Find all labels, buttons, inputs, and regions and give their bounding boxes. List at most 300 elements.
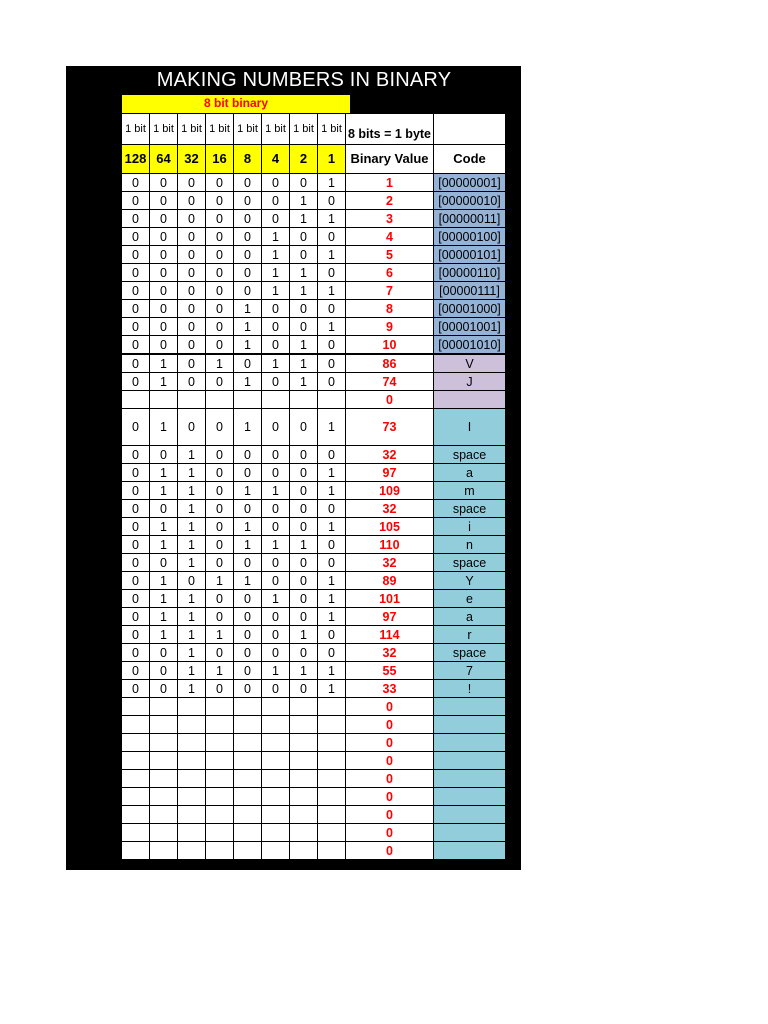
bit-cell[interactable]: 0: [206, 192, 234, 210]
bit-cell[interactable]: 0: [290, 500, 318, 518]
bit-cell[interactable]: [150, 806, 178, 824]
binary-value-cell[interactable]: 3: [346, 210, 434, 228]
bit-cell[interactable]: 0: [290, 680, 318, 698]
bit-cell[interactable]: 0: [150, 318, 178, 336]
bit-cell[interactable]: 0: [178, 192, 206, 210]
binary-value-cell[interactable]: 7: [346, 282, 434, 300]
bit-cell[interactable]: [234, 788, 262, 806]
bit-cell[interactable]: [290, 842, 318, 860]
bit-cell[interactable]: 0: [262, 464, 290, 482]
bit-cell[interactable]: 0: [262, 336, 290, 355]
bit-cell[interactable]: 0: [122, 644, 150, 662]
bit-cell[interactable]: 1: [318, 282, 346, 300]
bit-cell[interactable]: [262, 770, 290, 788]
bit-cell[interactable]: [178, 806, 206, 824]
binary-value-cell[interactable]: 1: [346, 174, 434, 192]
bit-cell[interactable]: [234, 806, 262, 824]
bit-cell[interactable]: 0: [262, 680, 290, 698]
bit-cell[interactable]: 0: [262, 626, 290, 644]
bit-cell[interactable]: [206, 734, 234, 752]
bit-cell[interactable]: [290, 770, 318, 788]
binary-value-cell[interactable]: 6: [346, 264, 434, 282]
binary-value-cell[interactable]: 89: [346, 572, 434, 590]
bit-cell[interactable]: 1: [290, 192, 318, 210]
bit-cell[interactable]: 0: [122, 228, 150, 246]
bit-label[interactable]: 1 bit: [206, 114, 234, 145]
bit-cell[interactable]: 0: [150, 246, 178, 264]
bit-cell[interactable]: 0: [122, 318, 150, 336]
bit-label[interactable]: 1 bit: [122, 114, 150, 145]
bit-cell[interactable]: 1: [318, 482, 346, 500]
bit-cell[interactable]: 1: [318, 590, 346, 608]
weight-8[interactable]: 8: [234, 145, 262, 174]
bit-cell[interactable]: 0: [262, 409, 290, 446]
bit-cell[interactable]: 0: [150, 644, 178, 662]
bit-cell[interactable]: [318, 716, 346, 734]
bit-cell[interactable]: 0: [122, 482, 150, 500]
binary-value-cell[interactable]: 2: [346, 192, 434, 210]
bit-cell[interactable]: 0: [318, 500, 346, 518]
bit-cell[interactable]: 0: [178, 354, 206, 373]
binary-value-cell[interactable]: 8: [346, 300, 434, 318]
bit-cell[interactable]: 1: [178, 446, 206, 464]
code-cell[interactable]: [434, 752, 506, 770]
bit-cell[interactable]: 1: [262, 228, 290, 246]
binary-value-cell[interactable]: 10: [346, 336, 434, 355]
bit-cell[interactable]: 1: [318, 246, 346, 264]
bit-cell[interactable]: [122, 734, 150, 752]
bit-cell[interactable]: 1: [178, 518, 206, 536]
bit-cell[interactable]: [122, 770, 150, 788]
bit-cell[interactable]: 1: [150, 536, 178, 554]
bit-cell[interactable]: 0: [122, 518, 150, 536]
bit-cell[interactable]: 0: [262, 608, 290, 626]
binary-value-cell[interactable]: 74: [346, 373, 434, 391]
bit-cell[interactable]: 0: [318, 228, 346, 246]
bit-cell[interactable]: 0: [150, 662, 178, 680]
code-cell[interactable]: space: [434, 644, 506, 662]
bit-label[interactable]: 1 bit: [234, 114, 262, 145]
bit-cell[interactable]: 0: [262, 572, 290, 590]
bit-cell[interactable]: 0: [206, 554, 234, 572]
bit-cell[interactable]: 0: [290, 644, 318, 662]
bit-cell[interactable]: [150, 824, 178, 842]
code-cell[interactable]: [00000010]: [434, 192, 506, 210]
bit-cell[interactable]: 1: [262, 536, 290, 554]
code-cell[interactable]: [00000011]: [434, 210, 506, 228]
bit-cell[interactable]: 0: [290, 464, 318, 482]
bit-cell[interactable]: [318, 698, 346, 716]
bit-cell[interactable]: 0: [290, 174, 318, 192]
bit-cell[interactable]: 0: [206, 300, 234, 318]
bit-cell[interactable]: [234, 842, 262, 860]
bit-cell[interactable]: 1: [150, 482, 178, 500]
bit-cell[interactable]: 0: [234, 210, 262, 228]
bit-cell[interactable]: [290, 788, 318, 806]
binary-value-cell[interactable]: 5: [346, 246, 434, 264]
bit-cell[interactable]: 0: [122, 590, 150, 608]
bit-cell[interactable]: 0: [262, 554, 290, 572]
bit-cell[interactable]: 1: [234, 318, 262, 336]
weight-64[interactable]: 64: [150, 145, 178, 174]
code-cell[interactable]: [00001010]: [434, 336, 506, 355]
bit-cell[interactable]: 0: [206, 500, 234, 518]
code-cell[interactable]: [434, 716, 506, 734]
binary-value-cell[interactable]: 32: [346, 644, 434, 662]
bit-cell[interactable]: 0: [206, 464, 234, 482]
bit-cell[interactable]: 0: [206, 644, 234, 662]
bit-cell[interactable]: 0: [206, 373, 234, 391]
weight-32[interactable]: 32: [178, 145, 206, 174]
bit-cell[interactable]: [318, 788, 346, 806]
binary-value-cell[interactable]: 0: [346, 698, 434, 716]
bit-cell[interactable]: 1: [150, 464, 178, 482]
bit-cell[interactable]: 0: [122, 192, 150, 210]
bit-cell[interactable]: 0: [178, 282, 206, 300]
bit-cell[interactable]: 0: [206, 590, 234, 608]
bit-cell[interactable]: 1: [150, 518, 178, 536]
bit-cell[interactable]: 0: [234, 662, 262, 680]
bit-cell[interactable]: 0: [234, 192, 262, 210]
bit-cell[interactable]: 1: [234, 409, 262, 446]
bit-cell[interactable]: 1: [290, 282, 318, 300]
bit-cell[interactable]: 1: [290, 210, 318, 228]
bit-cell[interactable]: 1: [206, 572, 234, 590]
bit-cell[interactable]: 1: [178, 644, 206, 662]
bit-cell[interactable]: 0: [234, 264, 262, 282]
bit-cell[interactable]: 0: [206, 228, 234, 246]
code-cell[interactable]: [00000101]: [434, 246, 506, 264]
bit-cell[interactable]: 0: [122, 554, 150, 572]
bit-label[interactable]: 1 bit: [290, 114, 318, 145]
bit-cell[interactable]: 1: [178, 626, 206, 644]
bit-cell[interactable]: 0: [150, 210, 178, 228]
bit-cell[interactable]: [262, 698, 290, 716]
binary-value-cell[interactable]: 86: [346, 354, 434, 373]
bit-cell[interactable]: [234, 734, 262, 752]
bit-cell[interactable]: [262, 842, 290, 860]
bit-cell[interactable]: [262, 824, 290, 842]
bit-cell[interactable]: [150, 734, 178, 752]
bit-cell[interactable]: [122, 842, 150, 860]
bit-cell[interactable]: 1: [206, 354, 234, 373]
bit-cell[interactable]: [122, 788, 150, 806]
bit-cell[interactable]: 0: [178, 246, 206, 264]
code-cell[interactable]: [00001001]: [434, 318, 506, 336]
bit-cell[interactable]: 0: [262, 500, 290, 518]
bit-cell[interactable]: 0: [150, 500, 178, 518]
bit-cell[interactable]: 0: [290, 482, 318, 500]
bit-cell[interactable]: 1: [262, 662, 290, 680]
bit-cell[interactable]: [150, 842, 178, 860]
bit-cell[interactable]: 0: [206, 210, 234, 228]
bit-cell[interactable]: 1: [150, 626, 178, 644]
bit-cell[interactable]: 0: [290, 246, 318, 264]
bit-cell[interactable]: 0: [234, 644, 262, 662]
bit-label[interactable]: 1 bit: [150, 114, 178, 145]
bit-cell[interactable]: 0: [122, 210, 150, 228]
bit-cell[interactable]: 0: [206, 518, 234, 536]
code-cell[interactable]: [00001000]: [434, 300, 506, 318]
bit-cell[interactable]: 0: [122, 500, 150, 518]
bit-cell[interactable]: [234, 716, 262, 734]
bit-cell[interactable]: 0: [178, 264, 206, 282]
bit-cell[interactable]: 0: [178, 174, 206, 192]
bit-cell[interactable]: [262, 734, 290, 752]
code-cell[interactable]: r: [434, 626, 506, 644]
code-cell[interactable]: Y: [434, 572, 506, 590]
bit-cell[interactable]: [206, 806, 234, 824]
bit-cell[interactable]: 1: [262, 590, 290, 608]
code-cell[interactable]: [434, 734, 506, 752]
weight-4[interactable]: 4: [262, 145, 290, 174]
bit-cell[interactable]: 0: [122, 662, 150, 680]
bit-cell[interactable]: 1: [262, 246, 290, 264]
bit-cell[interactable]: 0: [122, 264, 150, 282]
bit-cell[interactable]: 0: [318, 300, 346, 318]
bit-cell[interactable]: 0: [262, 446, 290, 464]
bit-label[interactable]: 1 bit: [262, 114, 290, 145]
weight-1[interactable]: 1: [318, 145, 346, 174]
bit-cell[interactable]: 1: [290, 354, 318, 373]
code-cell[interactable]: 7: [434, 662, 506, 680]
bit-cell[interactable]: 0: [206, 336, 234, 355]
bit-cell[interactable]: 0: [290, 409, 318, 446]
code-cell[interactable]: [434, 698, 506, 716]
bit-cell[interactable]: 1: [290, 626, 318, 644]
bit-cell[interactable]: 1: [318, 210, 346, 228]
bit-cell[interactable]: 1: [150, 373, 178, 391]
bit-cell[interactable]: 1: [262, 264, 290, 282]
bit-cell[interactable]: 0: [262, 318, 290, 336]
bit-cell[interactable]: 0: [150, 336, 178, 355]
bit-cell[interactable]: [206, 788, 234, 806]
bit-cell[interactable]: 1: [178, 500, 206, 518]
binary-value-cell[interactable]: 33: [346, 680, 434, 698]
bit-cell[interactable]: 0: [178, 572, 206, 590]
bit-cell[interactable]: 0: [318, 536, 346, 554]
code-cell[interactable]: e: [434, 590, 506, 608]
bit-cell[interactable]: 0: [318, 354, 346, 373]
bit-cell[interactable]: [178, 824, 206, 842]
bit-cell[interactable]: 0: [206, 446, 234, 464]
bit-cell[interactable]: [318, 842, 346, 860]
bit-cell[interactable]: 0: [234, 282, 262, 300]
bit-cell[interactable]: 0: [122, 626, 150, 644]
bit-cell[interactable]: [290, 391, 318, 409]
bit-cell[interactable]: 1: [234, 300, 262, 318]
bit-cell[interactable]: [318, 770, 346, 788]
bit-cell[interactable]: 0: [290, 228, 318, 246]
bit-cell[interactable]: [150, 698, 178, 716]
bit-cell[interactable]: 1: [290, 336, 318, 355]
binary-value-cell[interactable]: 0: [346, 788, 434, 806]
bit-cell[interactable]: 0: [206, 246, 234, 264]
bit-cell[interactable]: 0: [290, 554, 318, 572]
bit-cell[interactable]: [178, 716, 206, 734]
bit-cell[interactable]: 0: [122, 300, 150, 318]
bit-cell[interactable]: 0: [150, 680, 178, 698]
bit-cell[interactable]: 0: [122, 373, 150, 391]
bit-cell[interactable]: 1: [290, 536, 318, 554]
binary-value-cell[interactable]: 73: [346, 409, 434, 446]
bit-cell[interactable]: [206, 842, 234, 860]
bit-cell[interactable]: 1: [206, 662, 234, 680]
bit-cell[interactable]: 0: [262, 300, 290, 318]
bit-cell[interactable]: 1: [178, 662, 206, 680]
bit-cell[interactable]: [206, 716, 234, 734]
binary-value-cell[interactable]: 32: [346, 500, 434, 518]
binary-value-cell[interactable]: 0: [346, 734, 434, 752]
bit-cell[interactable]: 0: [178, 409, 206, 446]
bit-cell[interactable]: 1: [318, 174, 346, 192]
code-cell[interactable]: n: [434, 536, 506, 554]
bit-cell[interactable]: [178, 391, 206, 409]
bit-cell[interactable]: [318, 806, 346, 824]
binary-value-cell[interactable]: 0: [346, 806, 434, 824]
binary-value-cell[interactable]: 114: [346, 626, 434, 644]
bit-cell[interactable]: 0: [262, 373, 290, 391]
bit-cell[interactable]: 0: [122, 608, 150, 626]
bit-cell[interactable]: [178, 788, 206, 806]
bit-cell[interactable]: 0: [178, 373, 206, 391]
bit-cell[interactable]: 0: [206, 282, 234, 300]
binary-value-cell[interactable]: 97: [346, 608, 434, 626]
bit-cell[interactable]: [178, 770, 206, 788]
binary-value-header[interactable]: Binary Value: [346, 145, 434, 174]
bit-label[interactable]: 1 bit: [318, 114, 346, 145]
bit-cell[interactable]: 1: [262, 282, 290, 300]
bit-cell[interactable]: 1: [234, 336, 262, 355]
bit-cell[interactable]: 1: [290, 264, 318, 282]
binary-value-cell[interactable]: 101: [346, 590, 434, 608]
bit-cell[interactable]: [262, 788, 290, 806]
bit-cell[interactable]: 1: [150, 590, 178, 608]
bit-cell[interactable]: 0: [290, 518, 318, 536]
code-cell[interactable]: space: [434, 500, 506, 518]
bit-cell[interactable]: 0: [178, 318, 206, 336]
bit-cell[interactable]: [178, 734, 206, 752]
bit-cell[interactable]: [290, 752, 318, 770]
bit-cell[interactable]: 0: [262, 174, 290, 192]
bit-cell[interactable]: 1: [178, 536, 206, 554]
bit-cell[interactable]: [150, 752, 178, 770]
bit-cell[interactable]: 0: [150, 192, 178, 210]
bit-cell[interactable]: [178, 752, 206, 770]
bit-cell[interactable]: [122, 698, 150, 716]
code-cell[interactable]: i: [434, 518, 506, 536]
binary-value-cell[interactable]: 32: [346, 554, 434, 572]
bit-cell[interactable]: 0: [290, 590, 318, 608]
bit-cell[interactable]: [234, 698, 262, 716]
bit-cell[interactable]: [290, 824, 318, 842]
weight-16[interactable]: 16: [206, 145, 234, 174]
bit-cell[interactable]: [234, 391, 262, 409]
bit-cell[interactable]: 1: [178, 590, 206, 608]
bit-cell[interactable]: 0: [234, 446, 262, 464]
binary-value-cell[interactable]: 32: [346, 446, 434, 464]
code-cell[interactable]: [434, 770, 506, 788]
bit-cell[interactable]: 1: [234, 536, 262, 554]
bit-cell[interactable]: 0: [262, 192, 290, 210]
bit-cell[interactable]: 0: [262, 210, 290, 228]
code-cell[interactable]: [434, 788, 506, 806]
bit-cell[interactable]: 1: [290, 373, 318, 391]
bit-cell[interactable]: 0: [234, 590, 262, 608]
bit-cell[interactable]: 1: [290, 662, 318, 680]
bit-cell[interactable]: 0: [234, 354, 262, 373]
bit-cell[interactable]: 0: [178, 228, 206, 246]
bit-cell[interactable]: 0: [122, 409, 150, 446]
bit-cell[interactable]: [206, 824, 234, 842]
bit-cell[interactable]: 0: [206, 680, 234, 698]
bit-cell[interactable]: [318, 391, 346, 409]
bit-cell[interactable]: [234, 770, 262, 788]
bit-cell[interactable]: 0: [262, 644, 290, 662]
bit-cell[interactable]: [150, 716, 178, 734]
bit-cell[interactable]: 0: [178, 210, 206, 228]
binary-value-cell[interactable]: 0: [346, 842, 434, 860]
binary-value-cell[interactable]: 4: [346, 228, 434, 246]
bit-cell[interactable]: [206, 391, 234, 409]
bit-cell[interactable]: 0: [122, 282, 150, 300]
code-cell[interactable]: V: [434, 354, 506, 373]
bit-label[interactable]: 1 bit: [178, 114, 206, 145]
code-header[interactable]: Code: [434, 145, 506, 174]
code-cell[interactable]: m: [434, 482, 506, 500]
binary-value-cell[interactable]: 97: [346, 464, 434, 482]
bit-cell[interactable]: 1: [178, 554, 206, 572]
empty-cell[interactable]: [434, 114, 506, 145]
bit-cell[interactable]: 0: [178, 336, 206, 355]
bit-cell[interactable]: 0: [318, 644, 346, 662]
bit-cell[interactable]: 0: [206, 608, 234, 626]
bit-cell[interactable]: [234, 752, 262, 770]
bit-cell[interactable]: 0: [234, 608, 262, 626]
bit-cell[interactable]: [318, 824, 346, 842]
code-cell[interactable]: [00000100]: [434, 228, 506, 246]
bit-cell[interactable]: [318, 752, 346, 770]
bit-cell[interactable]: 0: [122, 446, 150, 464]
bit-cell[interactable]: [262, 806, 290, 824]
bit-cell[interactable]: 0: [318, 554, 346, 572]
code-cell[interactable]: [434, 391, 506, 409]
bit-cell[interactable]: [122, 391, 150, 409]
bit-cell[interactable]: 0: [122, 246, 150, 264]
bit-cell[interactable]: 0: [318, 626, 346, 644]
bit-cell[interactable]: [290, 716, 318, 734]
bit-cell[interactable]: 0: [122, 572, 150, 590]
bit-cell[interactable]: [318, 734, 346, 752]
code-cell[interactable]: [00000110]: [434, 264, 506, 282]
bit-cell[interactable]: 0: [150, 174, 178, 192]
bit-cell[interactable]: 0: [234, 228, 262, 246]
bit-cell[interactable]: 0: [290, 608, 318, 626]
code-cell[interactable]: [00000001]: [434, 174, 506, 192]
bit-cell[interactable]: 1: [262, 354, 290, 373]
weight-128[interactable]: 128: [122, 145, 150, 174]
bit-cell[interactable]: 0: [234, 500, 262, 518]
binary-value-cell[interactable]: 0: [346, 391, 434, 409]
bit-cell[interactable]: 0: [318, 192, 346, 210]
code-cell[interactable]: J: [434, 373, 506, 391]
binary-value-cell[interactable]: 110: [346, 536, 434, 554]
bit-cell[interactable]: 1: [150, 354, 178, 373]
bit-cell[interactable]: 0: [150, 282, 178, 300]
code-cell[interactable]: [434, 824, 506, 842]
bit-cell[interactable]: 0: [206, 174, 234, 192]
bit-cell[interactable]: 0: [122, 464, 150, 482]
